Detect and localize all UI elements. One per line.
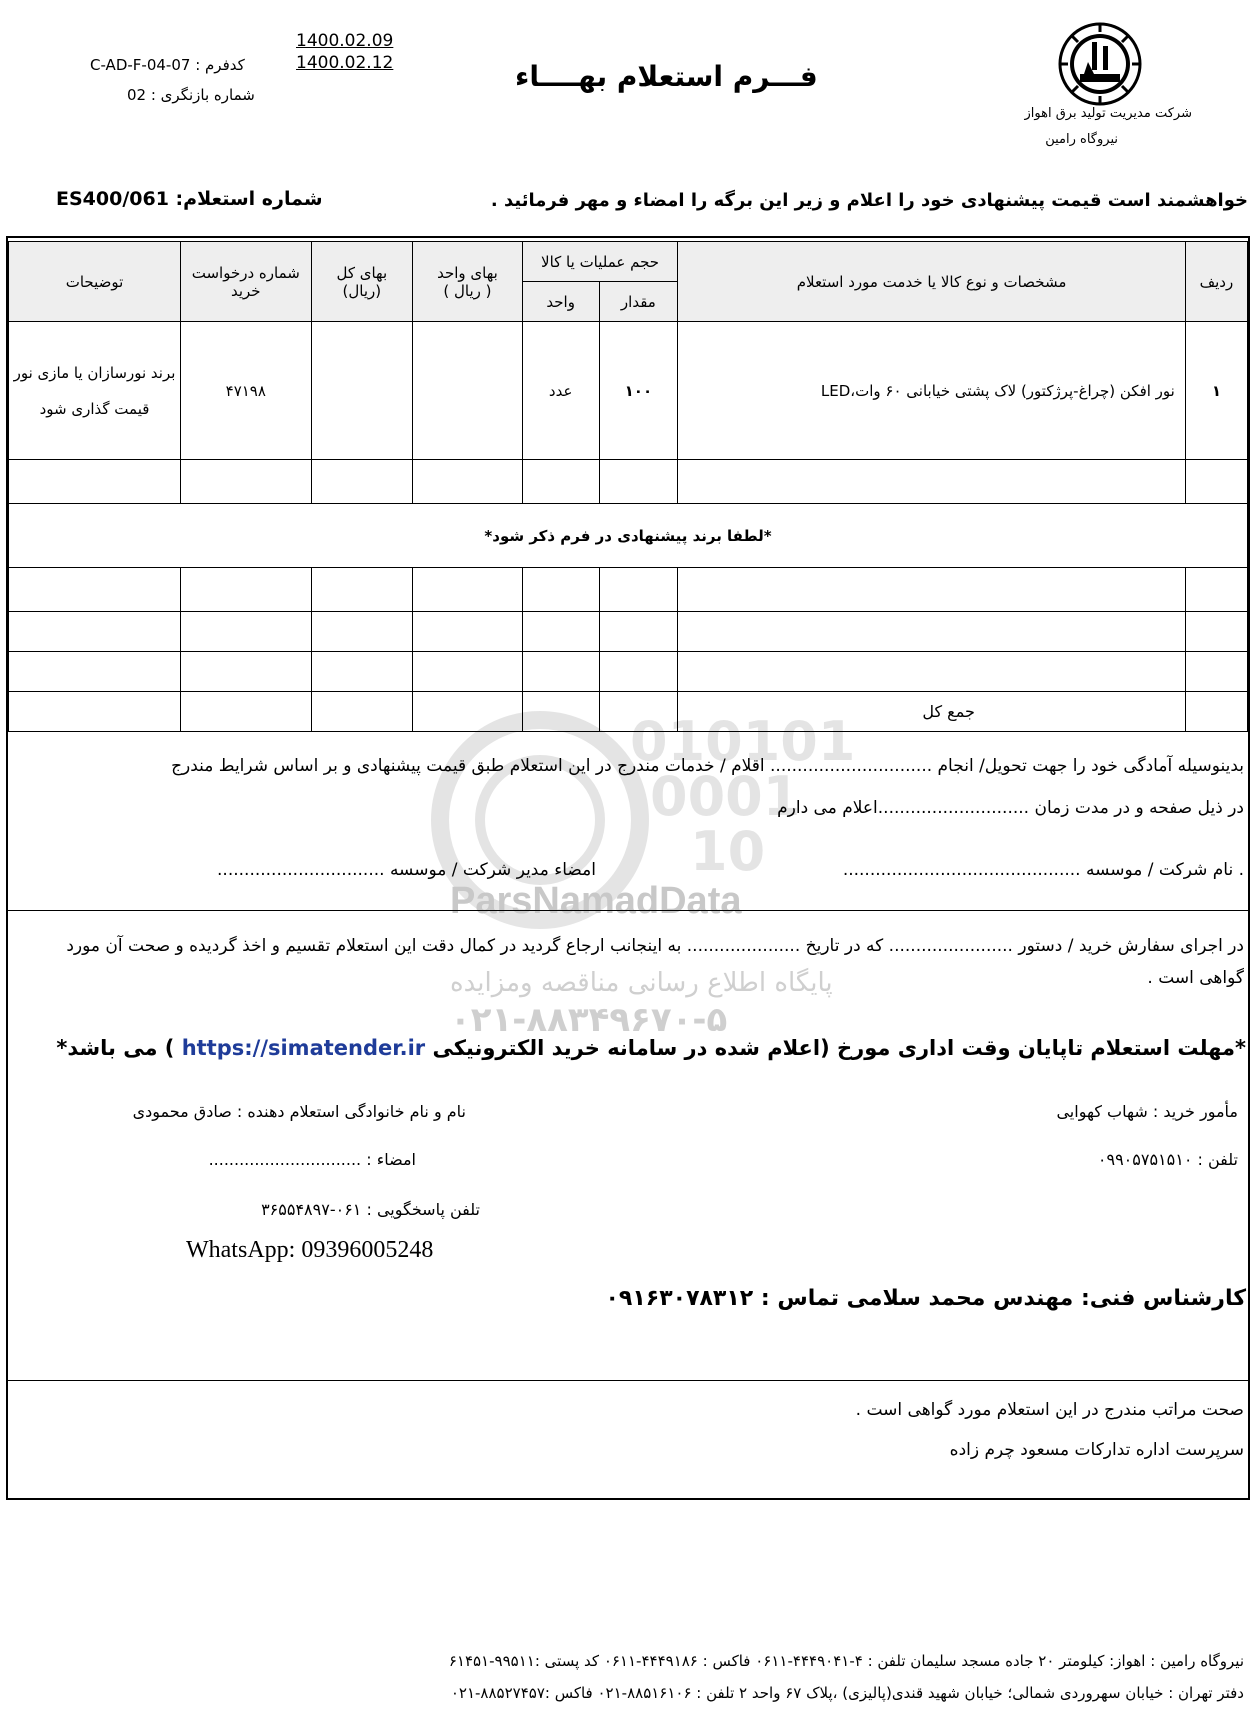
date-1: 1400.02.09 — [296, 31, 394, 51]
header-row-number: ردیف — [1185, 242, 1247, 322]
item-quantity: ۱۰۰ — [599, 322, 678, 460]
watermark-subtitle: پایگاه اطلاع رسانی مناقصه ومزایده — [450, 968, 833, 998]
header-unit-price: بهای واحد ( ریال ) — [413, 242, 523, 322]
divider — [8, 1380, 1248, 1381]
total-label: جمع کل — [678, 692, 1186, 732]
execution-line-1: در اجرای سفارش خرید / دستور ....................... که در تاریخ ..................... به اینجانب ارجاع گردید در کمال دقت این استعلام تقسیم و اخذ گردیده و صحت آن مورد — [66, 936, 1244, 956]
company-name: شرکت مدیریت تولید برق اهواز — [1024, 106, 1192, 121]
header-purchase-request: شماره درخواست خرید — [181, 242, 312, 322]
declaration-line-1: بدینوسیله آمادگی خود را جهت تحویل/ انجام .............................. اقلام / خدمات مندرج در این استعلام طبق قیمت پیشنهادی و بر اساس شرایط مندرج — [171, 756, 1244, 776]
header-spec: مشخصات و نوع کالا یا خدمت مورد استعلام — [678, 242, 1186, 322]
certification-line-2: سرپرست اداره تدارکات مسعود چرم زاده — [949, 1440, 1244, 1460]
deadline-notice — [56, 1036, 1246, 1060]
watermark-phone: ۰۲۱-۸۸۳۴۹۶۷۰-۵ — [450, 1000, 728, 1040]
footer-tehran-address: دفتر تهران : خیابان سهروردی شمالی؛ خیابان شهید قندی(پالیزی) ،پلاک ۶۷ واحد ۲ تلفن : ۸۸۵۱۶۱۰۶-۰۲۱ فاکس :۸۸۵۲۷۴۵۷-۰۲۱ — [450, 1684, 1244, 1702]
table-header-row — [9, 242, 1248, 282]
svg-text:10: 10 — [690, 820, 766, 883]
form-code: کدفرم : C-AD-F-04-07 — [90, 56, 245, 74]
buyer-phone: تلفن : ۰۹۹۰۵۷۵۱۵۱۰ — [1097, 1150, 1238, 1169]
watermark-name: ParsNamadData — [450, 880, 742, 922]
header-notes: توضیحات — [9, 242, 181, 322]
item-spec: نور افکن (چراغ-پرژکتور) لاک پشتی خیابانی ۶۰ وات،LED — [678, 322, 1186, 460]
deadline-text: *مهلت استعلام تاپایان وقت اداری مورخ (اعلام شده در سامانه خرید الکترونیکی — [432, 1036, 1246, 1060]
signature-field[interactable]: امضاء : .............................. — [208, 1150, 416, 1169]
inquirer-name: نام و نام خانوادگی استعلام دهنده : صادق محمودی — [132, 1102, 466, 1121]
dates — [296, 30, 393, 74]
declaration-line-2: در ذیل صفحه و در مدت زمان ............................اعلام می دارم — [777, 798, 1244, 818]
header-volume: حجم عملیات یا کالا — [522, 242, 677, 282]
table-row-empty — [9, 460, 1248, 504]
notice-row — [9, 504, 1248, 568]
table-row-empty — [9, 568, 1248, 612]
inquiry-table — [8, 241, 1248, 732]
company-name-field[interactable]: . نام شرکت / موسسه ............................................ — [842, 860, 1244, 880]
total-row — [9, 692, 1248, 732]
request-text: خواهشمند است قیمت پیشنهادی خود را اعلام و زیر این برگه را امضاء و مهر فرمائید . — [490, 190, 1248, 211]
item-total-price[interactable] — [311, 322, 413, 460]
deadline-end: ) می باشد* — [56, 1036, 175, 1060]
header-total-price: بهای کل (ریال) — [311, 242, 413, 322]
header-unit: واحد — [522, 282, 599, 322]
brand-notice: *لطفا برند پیشنهادی در فرم ذکر شود* — [9, 504, 1248, 568]
table-row-empty — [9, 652, 1248, 692]
footer-plant-address: نیروگاه رامین : اهواز: کیلومتر ۲۰ جاده مسجد سلیمان تلفن : ۴-۴۴۴۹۰۴۱-۰۶۱۱ فاکس : ۴۴۴۹۱۸۶-۰۶۱۱ کد پستی :۹۹۵۱۱-۶۱۴۵۱ — [448, 1652, 1244, 1670]
execution-line-2: گواهی است . — [1147, 968, 1244, 988]
buyer-name: مأمور خرید : شهاب کهوایی — [1056, 1102, 1238, 1121]
certification-line-1: صحت مراتب مندرج در این استعلام مورد گواهی است . — [855, 1400, 1244, 1420]
revision-number: شماره بازنگری : 02 — [127, 86, 255, 104]
item-purchase-request: ۴۷۱۹۸ — [181, 322, 312, 460]
header-quantity: مقدار — [599, 282, 678, 322]
form-title: فـــرم استعلام بهــــاء — [515, 60, 818, 93]
table-row — [9, 322, 1248, 460]
simatender-link[interactable]: https://simatender.ir — [181, 1036, 426, 1060]
answer-phone: تلفن پاسخگویی : ۰۶۱-۳۶۵۵۴۸۹۷ — [261, 1200, 480, 1219]
item-unit: عدد — [522, 322, 599, 460]
whatsapp-number: WhatsApp: 09396005248 — [186, 1237, 434, 1263]
inquiry-number: شماره استعلام: ES400/061 — [56, 188, 323, 210]
table-row-empty — [9, 612, 1248, 652]
manager-signature-field[interactable]: امضاء مدیر شرکت / موسسه ............................... — [217, 860, 596, 880]
company-logo — [1058, 22, 1142, 106]
plant-name: نیروگاه رامین — [1045, 132, 1118, 147]
item-notes: برند نورسازان یا مازی نور قیمت گذاری شود — [9, 322, 181, 460]
item-unit-price[interactable] — [413, 322, 523, 460]
svg-text:0001: 0001 — [650, 765, 801, 828]
divider — [8, 910, 1248, 911]
date-2: 1400.02.12 — [296, 53, 394, 73]
technical-expert: کارشناس فنی: مهندس محمد سلامی تماس : ۰۹۱۶۳۰۷۸۳۱۲ — [605, 1286, 1246, 1311]
svg-text:010101: 010101 — [630, 710, 856, 773]
item-row-number: ۱ — [1185, 322, 1247, 460]
